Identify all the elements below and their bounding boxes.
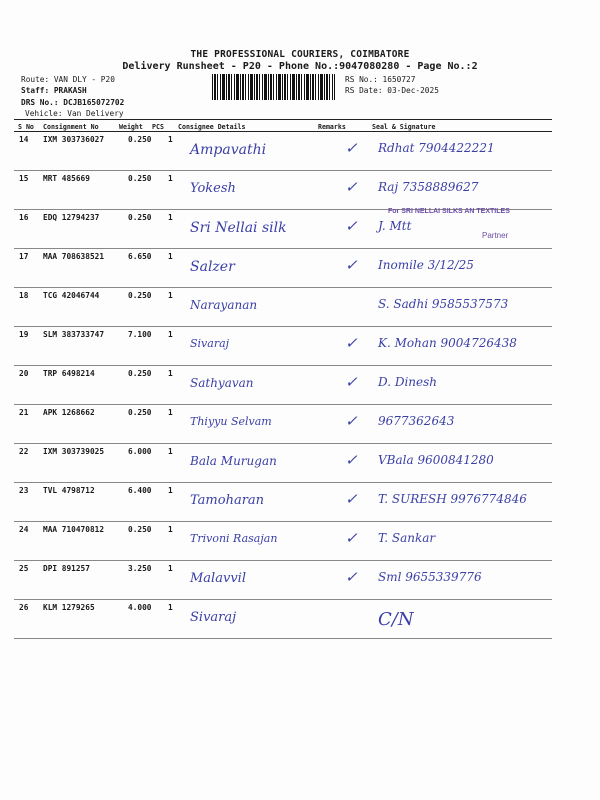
row-weight: 7.100 [128, 330, 152, 339]
row-remark-tick: ✓ [345, 178, 358, 196]
row-consignee-handwriting: Malavvil [190, 571, 246, 586]
route-label: Route: VAN DLY - P20 [21, 75, 115, 84]
row-sno: 18 [19, 291, 29, 300]
row-divider [14, 287, 552, 288]
row-sno: 19 [19, 330, 29, 339]
row-consignee-handwriting: Sivaraj [190, 610, 237, 625]
col-header-consignment: Consignment No [43, 123, 99, 131]
row-sno: 24 [19, 525, 29, 534]
row-weight: 0.250 [128, 135, 152, 144]
row-consignment-no: EDQ 12794237 [43, 213, 100, 222]
row-consignee-handwriting: Trivoni Rasajan [190, 532, 278, 545]
row-consignee-handwriting: Ampavathi [190, 142, 267, 158]
runsheet-subtitle: Delivery Runsheet - P20 - Phone No.:9047080280 - Page No.:2 [122, 61, 478, 72]
header-rule-top [14, 119, 552, 120]
row-divider [14, 404, 552, 405]
row-pcs: 1 [168, 525, 173, 534]
row-consignee-handwriting: Bala Murugan [190, 454, 277, 468]
row-pcs: 1 [168, 564, 173, 573]
row-divider [14, 170, 552, 171]
row-sno: 14 [19, 135, 29, 144]
row-consignment-no: DPI 891257 [43, 564, 90, 573]
col-header-seal: Seal & Signature [372, 123, 436, 131]
row-signature-handwriting: VBala 9600841280 [378, 453, 494, 467]
row-remark-tick: ✓ [345, 334, 358, 352]
row-signature-handwriting: Rdhat 7904422221 [378, 141, 495, 155]
row-consignment-no: IXM 303736027 [43, 135, 105, 144]
col-header-pcs: PCS [152, 123, 164, 131]
row-signature-handwriting: Raj 7358889627 [378, 180, 479, 194]
row-pcs: 1 [168, 447, 173, 456]
row-consignment-no: MRT 485669 [43, 174, 90, 183]
row-pcs: 1 [168, 408, 173, 417]
row-weight: 3.250 [128, 564, 152, 573]
row-sno: 26 [19, 603, 29, 612]
row-pcs: 1 [168, 369, 173, 378]
row-remark-tick: ✓ [345, 217, 358, 235]
staff-label: Staff: PRAKASH [21, 86, 87, 95]
row-signature-handwriting: S. Sadhi 9585537573 [378, 297, 509, 311]
row-consignment-no: MAA 710470812 [43, 525, 105, 534]
row-consignment-no: APK 1268662 [43, 408, 95, 417]
row-signature-handwriting: C/N [378, 609, 414, 630]
col-header-sno: S No [18, 123, 34, 131]
row-divider [14, 599, 552, 600]
row-pcs: 1 [168, 486, 173, 495]
row-weight: 6.400 [128, 486, 152, 495]
row-signature-handwriting: D. Dinesh [378, 375, 437, 389]
row-sno: 22 [19, 447, 29, 456]
row-consignee-handwriting: Salzer [190, 259, 235, 275]
row-weight: 6.000 [128, 447, 152, 456]
row-sno: 25 [19, 564, 29, 573]
row-pcs: 1 [168, 291, 173, 300]
row-divider [14, 482, 552, 483]
row-stamp-role: Partner [482, 231, 509, 240]
row-consignee-handwriting: Tamoharan [190, 493, 265, 508]
row-remark-tick: ✓ [345, 451, 358, 469]
row-signature-handwriting: 9677362643 [378, 414, 455, 428]
row-divider [14, 521, 552, 522]
row-weight: 0.250 [128, 213, 152, 222]
barcode-image [212, 74, 335, 100]
row-consignee-handwriting: Narayanan [190, 298, 258, 312]
row-pcs: 1 [168, 135, 173, 144]
row-consignee-handwriting: Yokesh [190, 181, 236, 196]
row-divider [14, 443, 552, 444]
row-consignment-no: IXM 303739025 [43, 447, 105, 456]
row-consignee-handwriting: Thiyyu Selvam [190, 415, 272, 428]
row-pcs: 1 [168, 603, 173, 612]
col-header-remarks: Remarks [318, 123, 346, 131]
row-weight: 6.650 [128, 252, 152, 261]
row-signature-handwriting: Inomile 3/12/25 [378, 258, 474, 272]
row-weight: 0.250 [128, 525, 152, 534]
row-consignment-no: TVL 4798712 [43, 486, 95, 495]
row-consignee-handwriting: Sivaraj [190, 337, 230, 350]
row-sno: 23 [19, 486, 29, 495]
row-remark-tick: ✓ [345, 412, 358, 430]
row-consignment-no: TRP 6498214 [43, 369, 95, 378]
row-pcs: 1 [168, 174, 173, 183]
row-pcs: 1 [168, 330, 173, 339]
row-weight: 0.250 [128, 408, 152, 417]
row-divider [14, 326, 552, 327]
rs-date: RS Date: 03-Dec-2025 [345, 86, 439, 95]
row-signature-handwriting: T. Sankar [378, 531, 436, 545]
row-weight: 0.250 [128, 174, 152, 183]
row-sno: 16 [19, 213, 29, 222]
row-remark-tick: ✓ [345, 568, 358, 586]
row-divider [14, 638, 552, 639]
row-company-stamp: For SRI NELLAI SILKS AN TEXTILES [388, 208, 510, 215]
col-header-weight: Weight [119, 123, 143, 131]
row-sno: 17 [19, 252, 29, 261]
row-remark-tick: ✓ [345, 373, 358, 391]
row-consignment-no: KLM 1279265 [43, 603, 95, 612]
row-weight: 0.250 [128, 369, 152, 378]
row-consignment-no: MAA 708638521 [43, 252, 105, 261]
row-sno: 20 [19, 369, 29, 378]
row-weight: 4.000 [128, 603, 152, 612]
row-remark-tick: ✓ [345, 139, 358, 157]
row-signature-handwriting: K. Mohan 9004726438 [378, 336, 517, 350]
row-signature-handwriting: J. Mtt [378, 219, 412, 233]
header-rule-bottom [14, 131, 552, 132]
row-signature-handwriting: Sml 9655339776 [378, 570, 482, 584]
row-consignee-handwriting: Sri Nellai silk [190, 220, 287, 236]
row-consignee-handwriting: Sathyavan [190, 376, 254, 390]
row-sno: 21 [19, 408, 29, 417]
rs-number: RS No.: 1650727 [345, 75, 416, 84]
row-pcs: 1 [168, 213, 173, 222]
row-divider [14, 365, 552, 366]
drs-number: DRS No.: DCJB165072702 [21, 98, 125, 107]
row-sno: 15 [19, 174, 29, 183]
row-consignment-no: TCG 42046744 [43, 291, 100, 300]
company-name: THE PROFESSIONAL COURIERS, COIMBATORE [190, 49, 410, 60]
row-weight: 0.250 [128, 291, 152, 300]
row-remark-tick: ✓ [345, 490, 358, 508]
row-divider [14, 248, 552, 249]
row-consignment-no: SLM 383733747 [43, 330, 105, 339]
row-remark-tick: ✓ [345, 256, 358, 274]
row-signature-handwriting: T. SURESH 9976774846 [378, 492, 527, 506]
row-divider [14, 560, 552, 561]
row-remark-tick: ✓ [345, 529, 358, 547]
vehicle-label: Vehicle: Van Delivery [25, 109, 124, 118]
col-header-consignee: Consignee Details [178, 123, 246, 131]
row-pcs: 1 [168, 252, 173, 261]
